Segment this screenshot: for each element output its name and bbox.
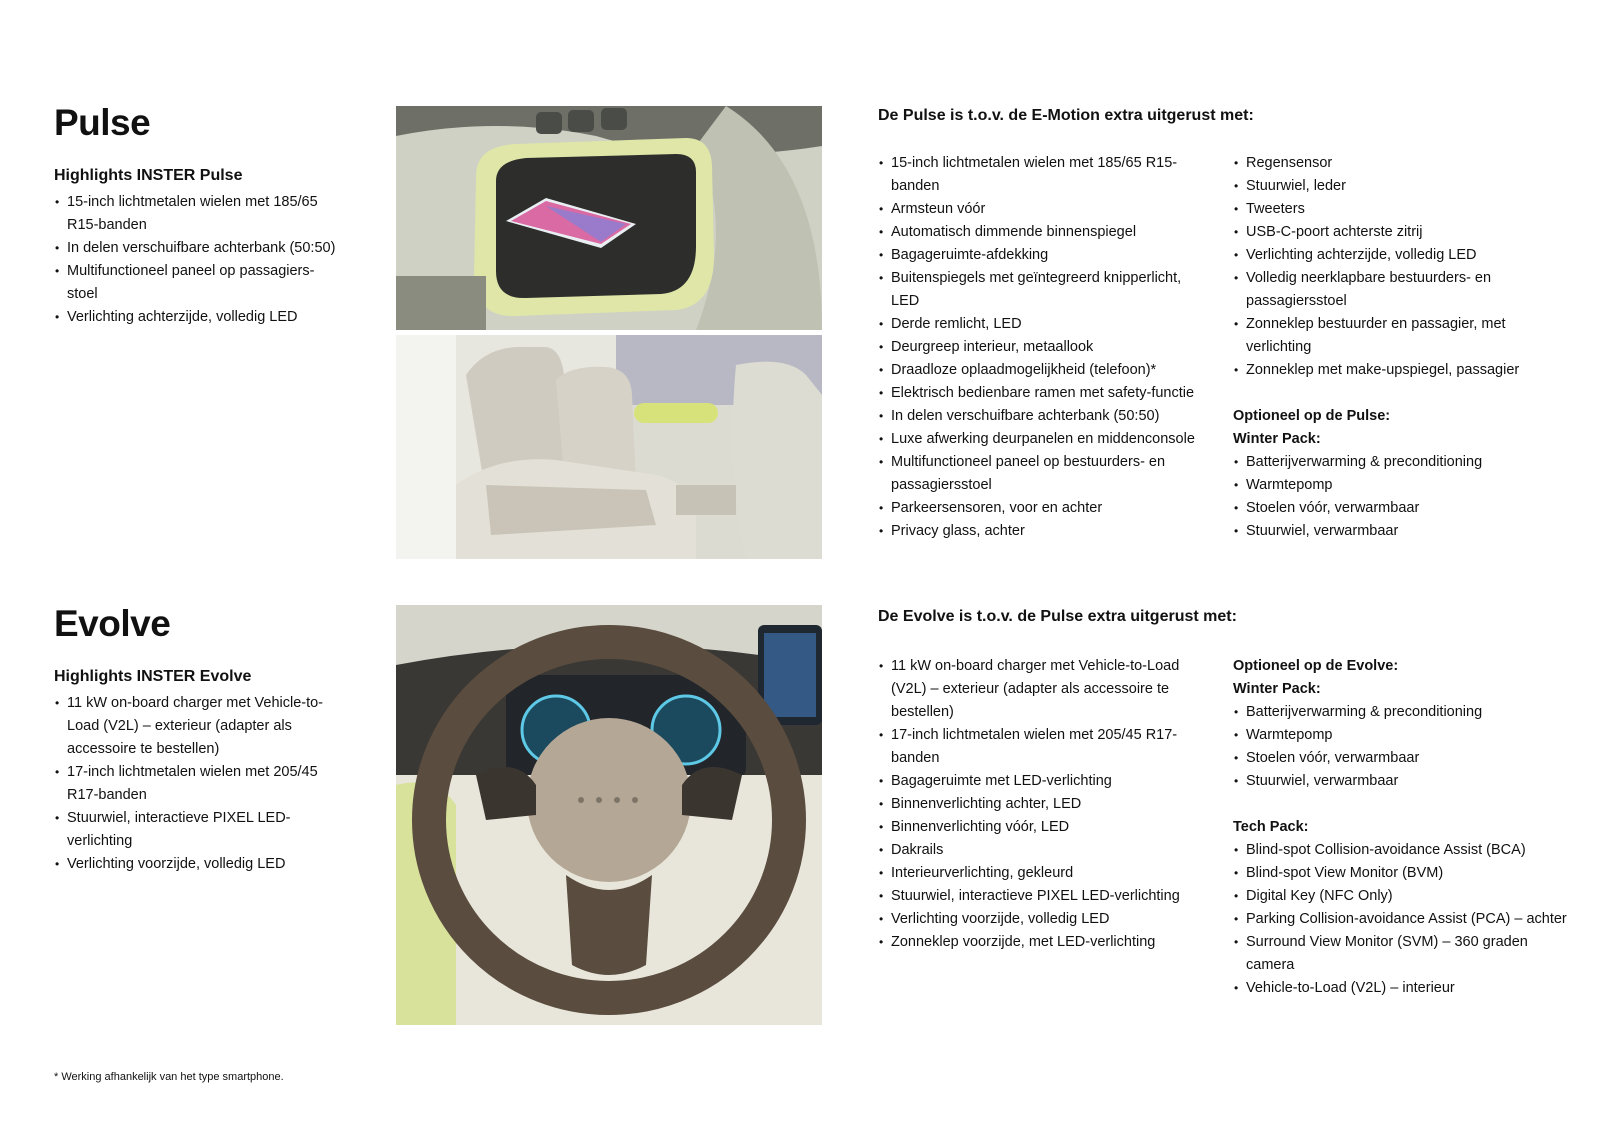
pulse-rear-seats-photo (396, 335, 822, 559)
evolve-extras-heading-block (878, 605, 1578, 628)
evolve-winter-item: • Stoelen vóór, verwarmbaar (1233, 747, 1578, 770)
evolve-tech-list (1233, 839, 1578, 1000)
evolve-tech-item: • Blind-spot Collision-avoidance Assist (BCA) (1233, 839, 1578, 862)
pulse-extra-item: • Zonneklep met make-upspiegel, passagier (1233, 359, 1573, 382)
evolve-extra-item: • Stuurwiel, interactieve PIXEL LED-verlichting (878, 885, 1212, 908)
pulse-winter-list (1233, 451, 1573, 543)
evolve-tech-item: • Blind-spot View Monitor (BVM) (1233, 862, 1578, 885)
pulse-extras-column-1 (878, 152, 1212, 543)
pulse-extra-item: • Multifunctioneel paneel op bestuurders- en passagiersstoel (878, 451, 1212, 497)
pulse-extra-item: • Deurgreep interieur, metaallook (878, 336, 1212, 359)
evolve-tech-item: • Digital Key (NFC Only) (1233, 885, 1578, 908)
pulse-highlights-list (54, 191, 344, 329)
pulse-extra-item: • Verlichting achterzijde, volledig LED (1233, 244, 1573, 267)
pulse-extras-title: De Pulse is t.o.v. de E-Motion extra uitgerust met: (878, 107, 1254, 124)
pulse-highlight-item: • Multifunctioneel paneel op passagiers-stoel (54, 260, 344, 306)
pulse-extra-item: • Luxe afwerking deurpanelen en middenconsole (878, 428, 1212, 451)
evolve-highlight-item: • Stuurwiel, interactieve PIXEL LED-verlichting (54, 807, 344, 853)
pulse-winter-item: • Warmtepomp (1233, 474, 1573, 497)
pulse-extra-item: • Armsteun vóór (878, 198, 1212, 221)
evolve-extra-item: • Zonneklep voorzijde, met LED-verlichting (878, 931, 1212, 954)
pulse-winter-item: • Stuurwiel, verwarmbaar (1233, 520, 1573, 543)
evolve-extra-item: • Dakrails (878, 839, 1212, 862)
evolve-extras-list-1 (878, 655, 1212, 954)
pulse-extras-list-2 (1233, 152, 1573, 382)
pulse-highlights-title: Highlights INSTER Pulse (54, 167, 243, 184)
evolve-extra-item: • Binnenverlichting achter, LED (878, 793, 1212, 816)
evolve-extras-column-2 (1233, 655, 1578, 1000)
evolve-extras-column-1 (878, 655, 1212, 954)
evolve-tech-pack-title: Tech Pack: (1233, 819, 1309, 835)
evolve-highlight-item: • Verlichting voorzijde, volledig LED (54, 853, 344, 876)
pulse-extra-item: • 15-inch lichtmetalen wielen met 185/65 R15-banden (878, 152, 1212, 198)
pulse-extra-item: • Tweeters (1233, 198, 1573, 221)
pulse-extra-item: • Bagageruimte-afdekking (878, 244, 1212, 267)
pulse-wireless-charging-photo (396, 106, 822, 330)
evolve-title: Evolve (54, 603, 171, 644)
evolve-winter-item: • Stuurwiel, verwarmbaar (1233, 770, 1578, 793)
evolve-winter-list (1233, 701, 1578, 793)
evolve-extras-title: De Evolve is t.o.v. de Pulse extra uitgerust met: (878, 608, 1237, 625)
evolve-extra-item: • Interieurverlichting, gekleurd (878, 862, 1212, 885)
pulse-extra-item: • Elektrisch bedienbare ramen met safety-functie (878, 382, 1212, 405)
evolve-tech-item: • Parking Collision-avoidance Assist (PCA) – achter (1233, 908, 1578, 931)
evolve-highlights-title: Highlights INSTER Evolve (54, 668, 252, 685)
pulse-title: Pulse (54, 102, 151, 143)
pulse-highlights (54, 164, 344, 329)
pulse-extra-item: • Privacy glass, achter (878, 520, 1212, 543)
evolve-highlights (54, 665, 344, 876)
evolve-highlights-list (54, 692, 344, 876)
pulse-extra-item: • In delen verschuifbare achterbank (50:50) (878, 405, 1212, 428)
pulse-extra-item: • Draadloze oplaadmogelijkheid (telefoon)* (878, 359, 1212, 382)
evolve-extra-item: • Bagageruimte met LED-verlichting (878, 770, 1212, 793)
pulse-extra-item: • Volledig neerklapbare bestuurders- en passagiersstoel (1233, 267, 1573, 313)
footnote: * Werking afhankelijk van het type smartphone. (54, 1071, 284, 1083)
evolve-extra-item: • 11 kW on-board charger met Vehicle-to-Load (V2L) – exterieur (adapter als accessoire te bestellen) (878, 655, 1212, 724)
pulse-extra-item: • Zonneklep bestuurder en passagier, met verlichting (1233, 313, 1573, 359)
evolve-tech-item: • Vehicle-to-Load (V2L) – interieur (1233, 977, 1578, 1000)
evolve-winter-item: • Warmtepomp (1233, 724, 1578, 747)
pulse-extra-item: • Parkeersensoren, voor en achter (878, 497, 1212, 520)
pulse-winter-pack-title: Winter Pack: (1233, 431, 1321, 447)
evolve-winter-item: • Batterijverwarming & preconditioning (1233, 701, 1578, 724)
evolve-tech-item: • Surround View Monitor (SVM) – 360 graden camera (1233, 931, 1578, 977)
pulse-extra-item: • Automatisch dimmende binnenspiegel (878, 221, 1212, 244)
pulse-extras-column-2 (1233, 152, 1573, 543)
pulse-highlight-item: • Verlichting achterzijde, volledig LED (54, 306, 344, 329)
pulse-highlight-item: • In delen verschuifbare achterbank (50:50) (54, 237, 344, 260)
pulse-extra-item: • Buitenspiegels met geïntegreerd knipperlicht, LED (878, 267, 1212, 313)
pulse-extras-heading-block (878, 104, 1578, 127)
pulse-winter-item: • Batterijverwarming & preconditioning (1233, 451, 1573, 474)
evolve-extra-item: • Verlichting voorzijde, volledig LED (878, 908, 1212, 931)
pulse-extra-item: • Regensensor (1233, 152, 1573, 175)
evolve-extra-item: • Binnenverlichting vóór, LED (878, 816, 1212, 839)
pulse-highlight-item: • 15-inch lichtmetalen wielen met 185/65 R15-banden (54, 191, 344, 237)
evolve-winter-pack-title: Winter Pack: (1233, 681, 1321, 697)
pulse-winter-item: • Stoelen vóór, verwarmbaar (1233, 497, 1573, 520)
pulse-extra-item: • USB-C-poort achterste zitrij (1233, 221, 1573, 244)
pulse-extra-item: • Stuurwiel, leder (1233, 175, 1573, 198)
pulse-optional-title: Optioneel op de Pulse: (1233, 408, 1391, 424)
evolve-highlight-item: • 11 kW on-board charger met Vehicle-to-Load (V2L) – exterieur (adapter als accessoire te bestellen) (54, 692, 344, 761)
evolve-highlight-item: • 17-inch lichtmetalen wielen met 205/45 R17-banden (54, 761, 344, 807)
evolve-steering-wheel-photo (396, 605, 822, 1025)
pulse-extras-list-1 (878, 152, 1212, 543)
evolve-optional-title: Optioneel op de Evolve: (1233, 658, 1399, 674)
evolve-extra-item: • 17-inch lichtmetalen wielen met 205/45 R17-banden (878, 724, 1212, 770)
pulse-extra-item: • Derde remlicht, LED (878, 313, 1212, 336)
